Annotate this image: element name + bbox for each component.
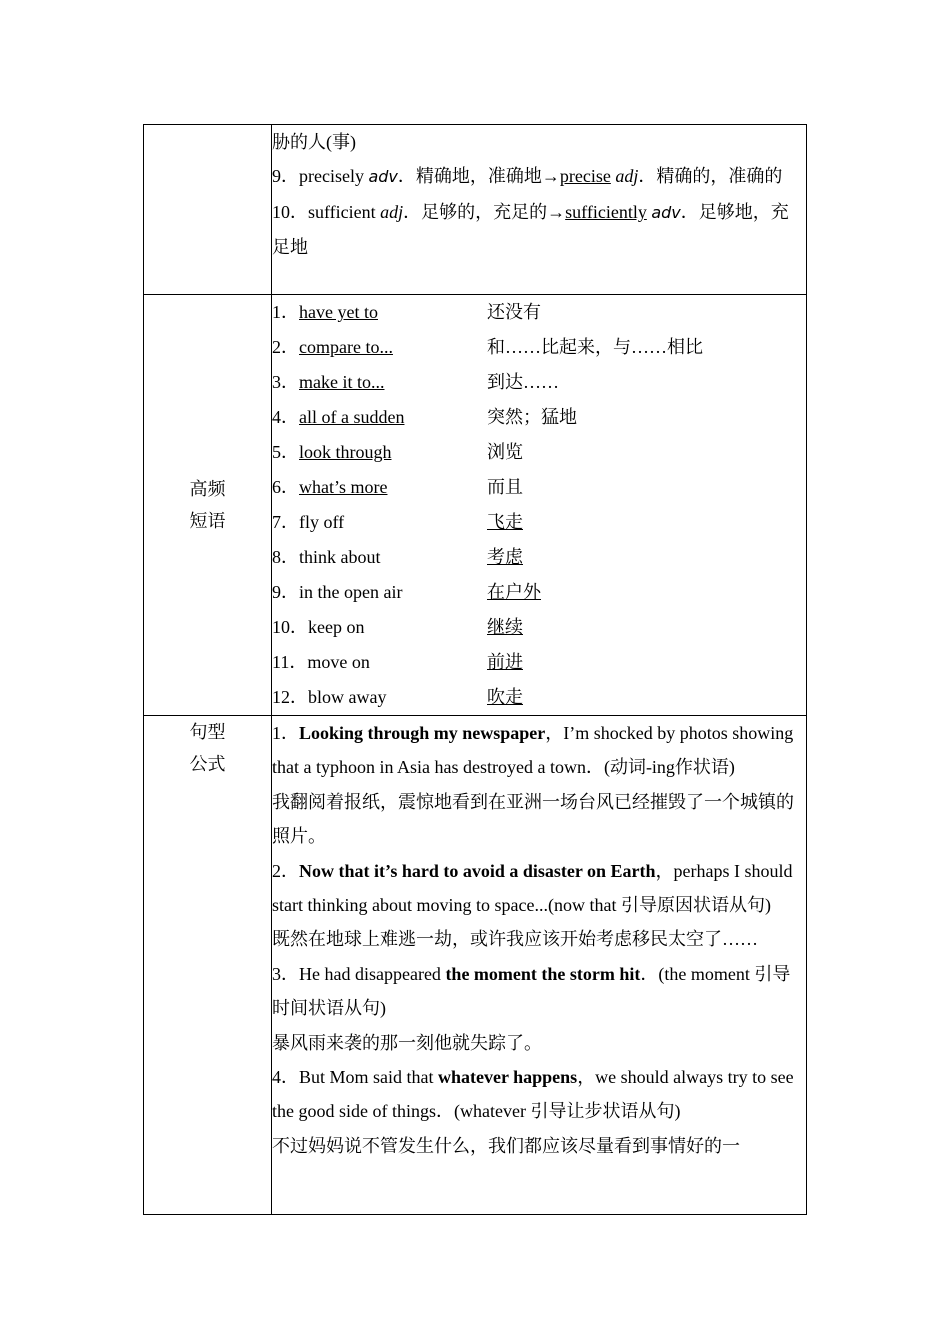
sentence-3-translation: 暴风雨来袭的那一刻他就失踪了。 [272,1032,542,1053]
phrases-label-cell [144,295,272,716]
sentence-1-translation: 我翻阅着报纸，震惊地看到在亚洲一场台风已经摧毁了一个城镇的照片。 [272,791,794,847]
sentences-label-line1: 句型 [189,722,226,742]
sentence-key-phrase: whatever happens [438,1067,578,1088]
phrase-english: in the open air [299,582,403,602]
sentence-key-phrase: the moment the storm hit [445,963,641,984]
phrase-chinese: 在户外 [487,582,541,602]
vocab-content-cell [272,125,807,295]
phrase-item: 1．have yet to 还没有 [272,302,541,322]
phrase-english: all of a sudden [299,407,405,427]
phrase-chinese: 飞走 [487,512,523,532]
phrase-item: 8．think about 考虑 [272,547,523,567]
sentence-key-phrase: Now that it’s hard to avoid a disaster on Earth [299,860,656,881]
phrases-label-line2: 短语 [189,511,226,531]
sentence-1: 1．Looking through my newspaper，I’m shocked by photos showing that a typhoon in Asia has destroyed a town．(动词-ing作状语) [272,723,794,778]
phrase-english: fly off [299,512,345,532]
sentence-2-translation: 既然在地球上难逃一劫，或许我应该开始考虑移民太空了…… [272,929,758,950]
sentence-3: 3．He had disappeared the moment the storm hit．(the moment 引导时间状语从句) [272,963,791,1019]
phrase-chinese: 和……比起来，与……相比 [487,337,703,357]
phrase-chinese: 考虑 [487,547,523,567]
phrase-chinese: 吹走 [487,687,523,707]
phrase-chinese: 突然；猛地 [487,407,577,427]
sentences-label-cell [144,716,272,1215]
vocab-item-10: 10．sufficient adj．足够的，充足的→sufficiently adv．足够地，充足地 [272,201,789,258]
phrase-item: 3．make it to... 到达…… [272,372,559,392]
phrase-english: have yet to [299,302,378,322]
vocab-label-cell [144,125,272,295]
vocab-continued-text: 胁的人(事) [272,132,356,152]
phrase-item: 11．move on 前进 [272,652,523,672]
phrase-english: keep on [308,617,365,637]
phrase-item: 9．in the open air 在户外 [272,582,541,602]
phrase-item: 7．fly off 飞走 [272,512,523,532]
phrase-item: 5．look through 浏览 [272,442,523,462]
phrase-item: 6．what’s more 而且 [272,477,523,497]
phrase-english: blow away [308,687,387,707]
derived-word: precise [559,166,611,187]
phrase-english: make it to... [299,372,385,392]
sentences-content-cell [272,716,807,1215]
phrase-english: think about [299,547,381,567]
sentence-4: 4．But Mom said that whatever happens，we should always try to see the good side of things．(whatever 引导让步状语从句) [272,1067,794,1122]
phrase-chinese: 继续 [487,617,523,637]
derived-word: sufficiently [565,201,647,222]
phrase-chinese: 前进 [487,652,523,672]
sentence-4-translation: 不过妈妈说不管发生什么，我们都应该尽量看到事情好的一 [272,1135,740,1156]
phrase-english: compare to... [299,337,393,357]
sentence-2: 2．Now that it’s hard to avoid a disaster on Earth，perhaps I should start thinking about moving to space...(now that 引导原因状语从句) [272,860,793,916]
phrases-row [144,295,807,716]
phrases-content-cell [272,295,807,716]
sentences-label-line2: 公式 [189,754,226,774]
phrase-english: move on [307,652,370,672]
sentence-key-phrase: Looking through my newspaper [299,723,546,743]
phrases-label-line1: 高频 [189,479,226,499]
phrase-english: what’s more [299,477,388,497]
phrase-english: look through [299,442,392,462]
study-table [143,124,807,1215]
phrase-item: 10．keep on 继续 [272,617,523,637]
phrase-list [272,295,806,715]
sentences-row [144,716,807,1215]
phrase-chinese: 浏览 [487,442,523,462]
phrase-chinese: 还没有 [487,302,541,322]
phrase-item: 12．blow away 吹走 [272,687,523,707]
phrase-item: 4．all of a sudden 突然；猛地 [272,407,577,427]
phrase-item: 2．compare to... 和……比起来，与……相比 [272,337,703,357]
phrase-chinese: 到达…… [487,372,559,392]
vocab-row [144,125,807,295]
phrase-chinese: 而且 [487,477,523,497]
vocab-item-9: 9．precisely adv．精确地，准确地→precise adj．精确的，准确的 [272,166,783,187]
